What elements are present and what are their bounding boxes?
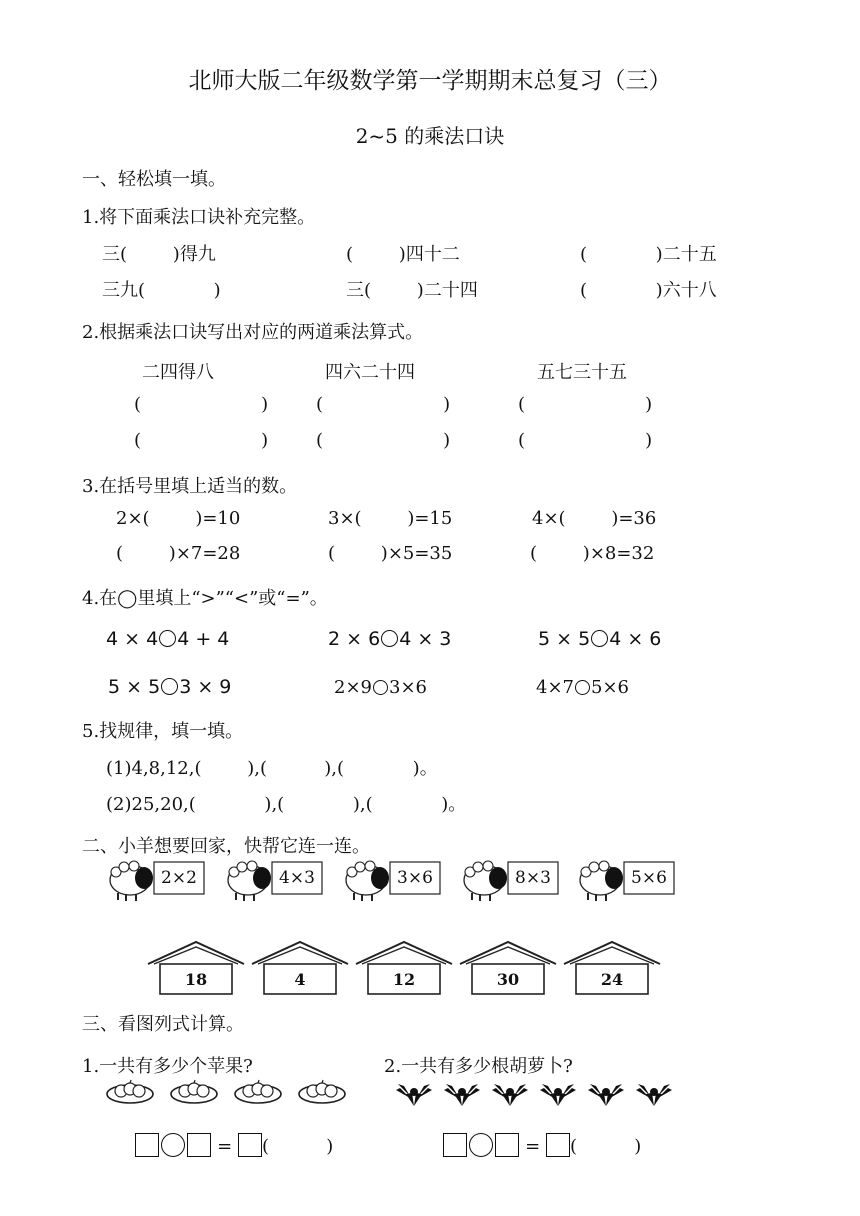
answer-box[interactable] (238, 1133, 262, 1157)
house-card[interactable] (562, 938, 662, 996)
q3-row1-item2: 3×( )=15 (328, 508, 453, 529)
house-number: 18 (184, 970, 208, 989)
sheep-card[interactable] (576, 856, 796, 906)
carrot-bunch-icon (396, 1084, 432, 1106)
carrot-bunch-icon (588, 1084, 624, 1106)
apple-plate-icon (107, 1080, 153, 1103)
carrot-bunches (390, 1076, 690, 1108)
sheep-expression: 2×2 (161, 868, 197, 888)
carrot-bunch-icon (636, 1084, 672, 1106)
house-card[interactable] (458, 938, 558, 996)
answer-box[interactable] (546, 1133, 570, 1157)
page-title: 北师大版二年级数学第一学期期末总复习（三） (188, 68, 672, 94)
house-number: 4 (294, 970, 306, 989)
q1-row1-item1: 三( )得九 (102, 244, 216, 265)
house-number: 12 (392, 970, 416, 989)
equation-frame-1: = ( ) (124, 1112, 333, 1157)
q2-label: 2.根据乘法口诀写出对应的两道乘法算式。 (82, 322, 424, 343)
q3-2-label: 2.一共有多少根胡萝卜? (384, 1056, 573, 1077)
compare-circle[interactable] (159, 630, 176, 647)
answer-box[interactable] (187, 1133, 211, 1157)
q5-sequence-2: (2)25,20,( ),( ),( )。 (106, 794, 467, 815)
answer-box[interactable] (443, 1133, 467, 1157)
carrot-bunch-icon (540, 1084, 576, 1106)
q1-row2-item3: ( )六十八 (580, 280, 717, 301)
q2-blank[interactable]: ( ) (134, 430, 269, 451)
page-subtitle: 2~5 的乘法口诀 (355, 124, 505, 148)
house-card[interactable] (146, 938, 246, 996)
q3-row2-item2: ( )×5=35 (328, 543, 453, 564)
compare-item: 5 × 5 3 × 9 (108, 676, 232, 698)
q1-row2-item2: 三( )二十四 (346, 280, 478, 301)
q1-label: 1.将下面乘法口诀补充完整。 (82, 207, 316, 228)
compare-circle[interactable] (381, 630, 398, 647)
unit-blank[interactable]: ( ) (261, 1136, 334, 1157)
compare-item: 4 × 4 4 + 4 (106, 628, 230, 650)
q2-blank[interactable]: ( ) (316, 430, 451, 451)
q2-blank[interactable]: ( ) (316, 394, 451, 415)
compare-circle[interactable] (373, 680, 388, 695)
compare-circle[interactable] (161, 678, 178, 695)
q5-sequence-1: (1)4,8,12,( ),( ),( )。 (106, 758, 438, 779)
sheep-expression: 5×6 (631, 868, 667, 888)
carrot-bunch-icon (492, 1084, 528, 1106)
section1-heading: 一、轻松填一填。 (82, 169, 226, 190)
q3-label: 3.在括号里填上适当的数。 (82, 476, 298, 497)
sheep-expression: 3×6 (397, 868, 433, 888)
sheep-expression: 8×3 (515, 868, 551, 888)
section2-heading: 二、小羊想要回家，快帮它连一连。 (82, 836, 370, 857)
q1-row2-item1: 三九( ) (102, 280, 221, 301)
compare-item: 2×9 3×6 (334, 677, 427, 698)
q2-blank[interactable]: ( ) (134, 394, 269, 415)
q1-row1-item2: ( )四十二 (346, 244, 460, 265)
house-card[interactable] (354, 938, 454, 996)
sheep-expression: 4×3 (279, 868, 315, 888)
q2-rhyme-1: 二四得八 (142, 362, 214, 383)
apple-plate-icon (235, 1080, 281, 1103)
operator-circle[interactable] (161, 1133, 185, 1157)
house-number: 30 (496, 970, 520, 989)
compare-circle[interactable] (575, 680, 590, 695)
compare-circle[interactable] (591, 630, 608, 647)
q2-blank[interactable]: ( ) (518, 394, 653, 415)
compare-item: 2 × 6 4 × 3 (328, 628, 452, 650)
house-number: 24 (600, 970, 624, 989)
equation-frame-2: = ( ) (432, 1112, 641, 1157)
answer-box[interactable] (135, 1133, 159, 1157)
q3-1-label: 1.一共有多少个苹果? (82, 1056, 253, 1077)
operator-circle[interactable] (469, 1133, 493, 1157)
apple-plate-icon (171, 1080, 217, 1103)
q2-blank[interactable]: ( ) (518, 430, 653, 451)
q3-row2-item3: ( )×8=32 (530, 543, 655, 564)
compare-item: 5 × 5 4 × 6 (538, 628, 662, 650)
answer-box[interactable] (495, 1133, 519, 1157)
q3-row1-item1: 2×( )=10 (116, 508, 241, 529)
carrot-bunch-icon (444, 1084, 480, 1106)
q2-rhyme-2: 四六二十四 (325, 362, 415, 383)
q3-row2-item1: ( )×7=28 (116, 543, 241, 564)
q2-rhyme-3: 五七三十五 (537, 362, 627, 383)
q4-label: 4.在◯里填上“>”“<”或“=”。 (82, 588, 328, 609)
apple-plates (100, 1076, 360, 1106)
house-card[interactable] (250, 938, 350, 996)
unit-blank[interactable]: ( ) (569, 1136, 642, 1157)
q3-row1-item3: 4×( )=36 (532, 508, 657, 529)
apple-plate-icon (299, 1080, 345, 1103)
q5-label: 5.找规律，填一填。 (82, 721, 244, 742)
q1-row1-item3: ( )二十五 (580, 244, 717, 265)
section3-heading: 三、看图列式计算。 (82, 1014, 244, 1035)
compare-item: 4×7 5×6 (536, 677, 629, 698)
